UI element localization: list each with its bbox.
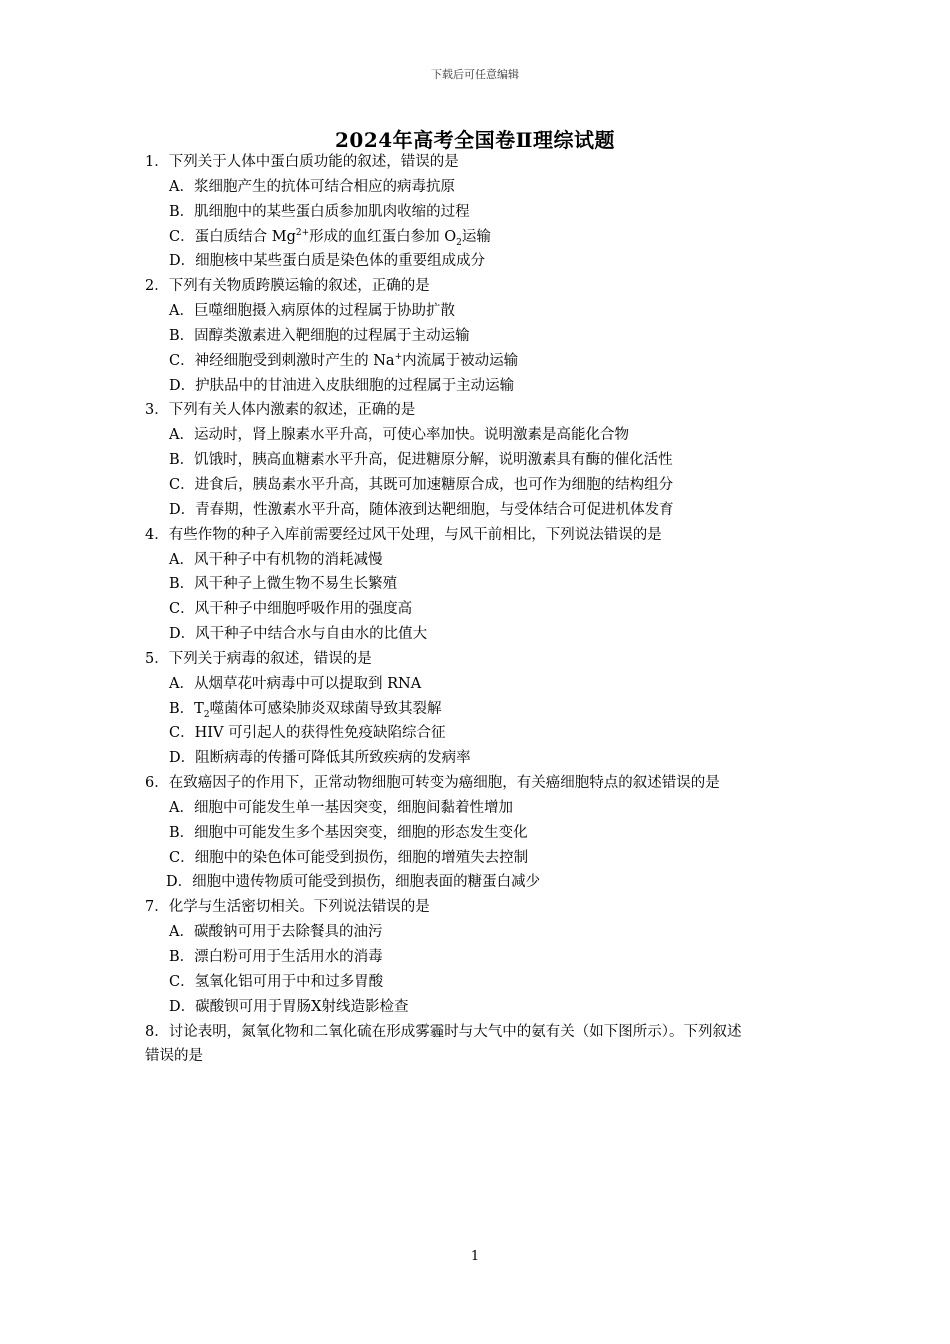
- question-2-stem: [145, 274, 815, 299]
- option-text: T: [194, 700, 204, 717]
- question-text: 下列关于人体中蛋白质功能的叙述，错误的是: [168, 154, 459, 170]
- page-title: 2024年高考全国卷Ⅱ理综试题: [334, 128, 616, 152]
- option-text: 风干种子中细胞呼吸作用的强度高: [194, 601, 413, 618]
- option-text: 细胞中可能发生多个基因突变，细胞的形态发生变化: [194, 824, 528, 841]
- question-text: 讨论表明，氮氧化物和二氧化硫在形成雾霾时与大气中的氨有关（如下图所示）。下列叙述: [168, 1023, 742, 1040]
- option-label: D．: [169, 377, 196, 394]
- option-text: 从烟草花叶病毒中可以提取到 RNA: [193, 675, 422, 692]
- question-7-option-a: [145, 920, 815, 945]
- question-3-stem: [145, 398, 815, 423]
- option-text: 固醇类激素进入靶细胞的过程属于主动运输: [194, 327, 470, 344]
- question-5-option-a: [145, 672, 815, 697]
- subscript: 2: [456, 237, 462, 248]
- option-text: 风干种子中结合水与自由水的比值大: [195, 626, 428, 643]
- option-text: 细胞中的染色体可能受到损伤，细胞的增殖失去控制: [194, 849, 529, 866]
- question-1-option-a: [145, 175, 815, 200]
- question-2-option-d: [145, 374, 815, 399]
- option-label: D．: [169, 750, 196, 767]
- question-3-option-d: [145, 498, 815, 523]
- option-label: A．: [169, 799, 194, 816]
- option-text: HIV 可引起人的获得性免疫缺陷综合征: [194, 725, 446, 742]
- option-label: A．: [169, 303, 194, 320]
- question-3-option-c: [145, 473, 815, 498]
- question-7-option-c: [145, 970, 815, 995]
- question-text: 在致癌因子的作用下，正常动物细胞可转变为癌细胞，有关癌细胞特点的叙述错误的是: [168, 775, 720, 792]
- option-text: 运输: [461, 228, 491, 245]
- question-6-option-c: [145, 846, 815, 871]
- question-6-option-b: [145, 821, 815, 846]
- option-text: 内流属于被动运输: [402, 352, 519, 369]
- option-text: 运动时，肾上腺素水平升高，可使心率加快。说明激素是高能化合物: [193, 427, 629, 444]
- question-number: 8．: [145, 1023, 169, 1040]
- question-4-option-c: [145, 597, 815, 622]
- question-number: 2．: [145, 278, 169, 295]
- question-8-stem-continued: 错误的是: [145, 1048, 203, 1065]
- question-2-option-a: [145, 299, 815, 324]
- question-list: [145, 150, 815, 1069]
- option-text: 形成的血红蛋白参加 O: [309, 228, 457, 245]
- question-number: 5．: [145, 650, 169, 667]
- question-4-option-b: [145, 572, 815, 597]
- option-text: 噬菌体可感染肺炎双球菌导致其裂解: [209, 700, 442, 717]
- question-7-stem: [145, 895, 815, 920]
- question-1-option-d: [145, 249, 815, 274]
- option-label: D．: [169, 501, 196, 518]
- question-1-option-b: [145, 200, 815, 225]
- option-label: A．: [169, 427, 194, 444]
- option-label: D．: [166, 874, 193, 891]
- option-label: A．: [169, 924, 194, 941]
- option-text: 漂白粉可用于生活用水的消毒: [194, 949, 383, 965]
- question-2-option-c: [145, 349, 815, 374]
- question-5-stem: [145, 647, 815, 672]
- option-text: 风干种子中有机物的消耗减慢: [193, 551, 383, 568]
- option-label: D．: [169, 253, 196, 270]
- option-label: A．: [169, 551, 194, 568]
- option-text: 氢氧化铝可用于中和过多胃酸: [194, 973, 384, 990]
- option-label: B．: [169, 327, 195, 344]
- option-label: C．: [169, 601, 195, 618]
- option-text: 细胞中可能发生单一基因突变，细胞间黏着性增加: [193, 799, 513, 816]
- question-text: 化学与生活密切相关。下列说法错误的是: [168, 899, 430, 916]
- option-text: 碳酸钠可用于去除餐具的油污: [193, 924, 383, 941]
- option-label: C．: [169, 973, 195, 990]
- question-number: 3．: [145, 402, 169, 419]
- question-number: 4．: [145, 526, 169, 543]
- option-text: 青春期，性激素水平升高，随体液到达靶细胞，与受体结合可促进机体发育: [195, 501, 674, 518]
- option-label: C．: [169, 228, 195, 245]
- question-text: 下列关于病毒的叙述，错误的是: [168, 650, 372, 667]
- option-label: B．: [169, 452, 195, 469]
- question-number: 6．: [145, 775, 169, 792]
- question-2-option-b: [145, 324, 815, 349]
- page-number: 1: [470, 1249, 480, 1264]
- option-text: 蛋白质结合 Mg: [194, 228, 296, 245]
- option-label: D．: [169, 626, 196, 643]
- question-number: 1．: [145, 154, 169, 170]
- subscript: 2: [203, 709, 210, 720]
- option-text: 阻断病毒的传播可降低其所致疾病的发病率: [195, 750, 471, 767]
- option-text: 巨噬细胞摄入病原体的过程属于协助扩散: [193, 303, 455, 320]
- question-number: 7．: [145, 899, 169, 916]
- option-text: 肌细胞中的某些蛋白质参加肌肉收缩的过程: [194, 203, 470, 220]
- option-label: B．: [169, 949, 195, 965]
- option-label: C．: [169, 725, 195, 742]
- option-label: A．: [169, 178, 194, 195]
- option-label: B．: [169, 576, 195, 593]
- question-7-option-b: [145, 945, 815, 970]
- question-5-option-b: [145, 697, 815, 722]
- option-text: 细胞中遗传物质可能受到损伤，细胞表面的糖蛋白减少: [192, 874, 541, 891]
- question-7-option-d: [145, 995, 815, 1020]
- option-text: 细胞核中某些蛋白质是染色体的重要组成成分: [195, 253, 486, 270]
- question-8-stem: [145, 1020, 815, 1045]
- option-label: A．: [169, 675, 194, 692]
- option-label: B．: [169, 824, 195, 841]
- question-5-option-c: [145, 721, 815, 746]
- superscript: 2+: [295, 227, 310, 238]
- superscript: +: [394, 351, 403, 362]
- option-text: 进食后，胰岛素水平升高，其既可加速糖原合成，也可作为细胞的结构组分: [194, 476, 674, 493]
- option-label: B．: [169, 700, 195, 717]
- option-label: C．: [169, 849, 195, 866]
- question-4-option-d: [145, 622, 815, 647]
- question-text: 下列有关人体内激素的叙述，正确的是: [168, 402, 416, 419]
- option-label: D．: [169, 998, 196, 1015]
- question-3-option-b: [145, 448, 815, 473]
- option-label: C．: [169, 476, 195, 493]
- question-6-stem: [145, 771, 815, 796]
- question-4-option-a: [145, 548, 815, 573]
- option-text: 饥饿时，胰高血糖素水平升高，促进糖原分解，说明激素具有酶的催化活性: [194, 452, 673, 469]
- option-label: B．: [169, 203, 195, 220]
- question-6-option-a: [145, 796, 815, 821]
- question-6-option-d: [145, 870, 815, 895]
- option-text: 神经细胞受到刺激时产生的 Na: [194, 352, 395, 369]
- question-text: 下列有关物质跨膜运输的叙述，正确的是: [168, 278, 430, 295]
- question-5-option-d: [145, 746, 815, 771]
- option-text: 浆细胞产生的抗体可结合相应的病毒抗原: [193, 178, 455, 195]
- question-1-stem: [145, 150, 815, 175]
- question-3-option-a: [145, 423, 815, 448]
- option-text: 风干种子上微生物不易生长繁殖: [194, 576, 398, 593]
- header-note: 下载后可任意编辑: [431, 68, 519, 81]
- question-text: 有些作物的种子入库前需要经过风干处理，与风干前相比，下列说法错误的是: [168, 526, 662, 543]
- question-4-stem: [145, 523, 815, 548]
- question-1-option-c: [145, 225, 815, 250]
- option-label: C．: [169, 352, 195, 369]
- option-text: 碳酸钡可用于胃肠X射线造影检查: [195, 998, 409, 1015]
- option-text: 护肤品中的甘油进入皮肤细胞的过程属于主动运输: [195, 377, 515, 394]
